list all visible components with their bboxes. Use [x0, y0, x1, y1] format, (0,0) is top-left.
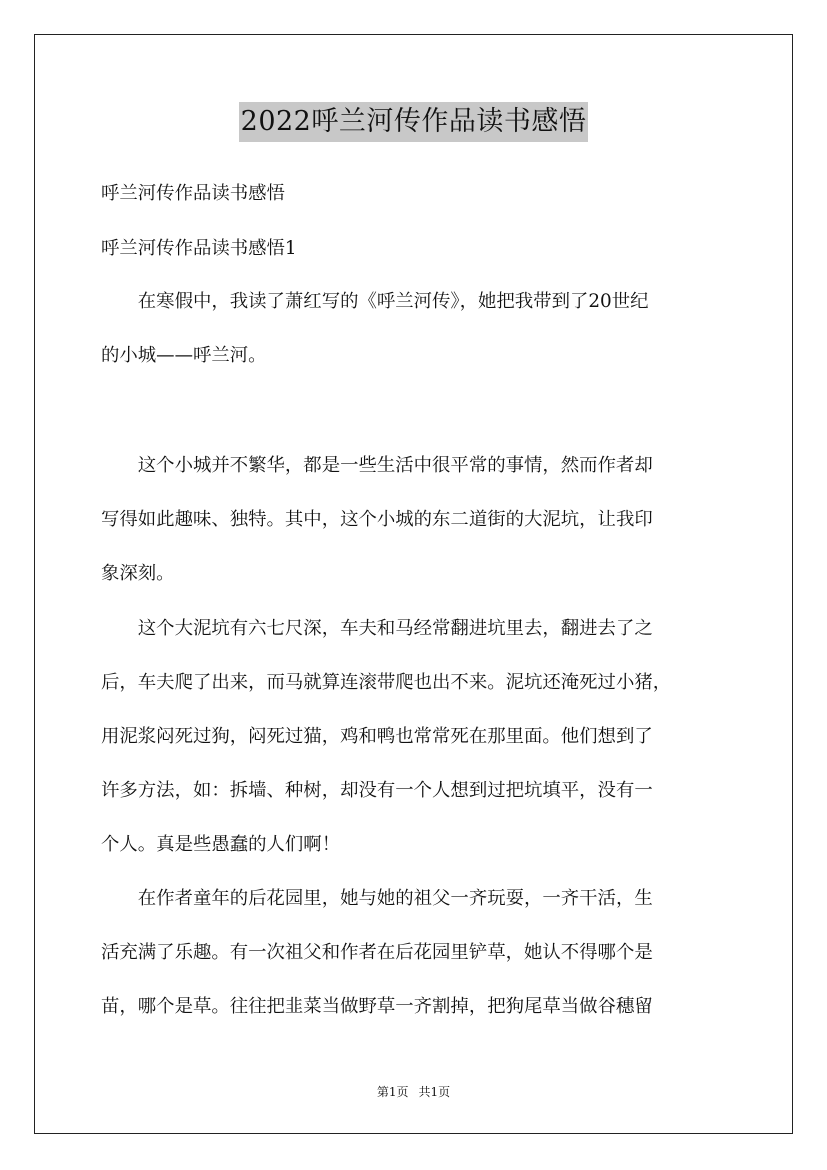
- body-line: 这个小城并不繁华，都是一些生活中很平常的事情，然而作者却: [101, 455, 653, 476]
- body-line: 个人。真是些愚蠢的人们啊！: [101, 834, 341, 855]
- body-line: 在作者童年的后花园里，她与她的祖父一齐玩耍，一齐干活，生: [101, 888, 653, 909]
- body-line: 在寒假中，我读了萧红写的《呼兰河传》，她把我带到了20世纪: [101, 291, 649, 312]
- title-container: [0, 102, 827, 142]
- body-line: 写得如此趣味、独特。其中，这个小城的东二道街的大泥坑，让我印: [101, 509, 653, 530]
- body-line: 用泥浆闷死过狗，闷死过猫，鸡和鸭也常常死在那里面。他们想到了: [101, 726, 653, 747]
- body-line: 象深刻。: [101, 563, 175, 584]
- document-subtitle: 呼兰河传作品读书感悟: [101, 183, 285, 204]
- section-heading: 呼兰河传作品读书感悟1: [101, 238, 297, 259]
- document-title: 2022呼兰河传作品读书感悟: [239, 102, 589, 142]
- body-line: 活充满了乐趣。有一次祖父和作者在后花园里铲草，她认不得哪个是: [101, 942, 653, 963]
- body-line: 苗，哪个是草。往往把韭菜当做野草一齐割掉，把狗尾草当做谷穗留: [101, 996, 653, 1017]
- page-number: 第1页: [376, 1085, 409, 1099]
- page-total: 共1页: [418, 1085, 451, 1099]
- page-footer: [0, 1084, 827, 1100]
- body-line: 这个大泥坑有六七尺深，车夫和马经常翻进坑里去，翻进去了之: [101, 618, 653, 639]
- body-line: 的小城——呼兰河。: [101, 345, 267, 366]
- body-line: 许多方法，如：拆墙、种树，却没有一个人想到过把坑填平，没有一: [101, 780, 653, 801]
- body-line: 后，车夫爬了出来，而马就算连滚带爬也出不来。泥坑还淹死过小猪，: [101, 672, 672, 693]
